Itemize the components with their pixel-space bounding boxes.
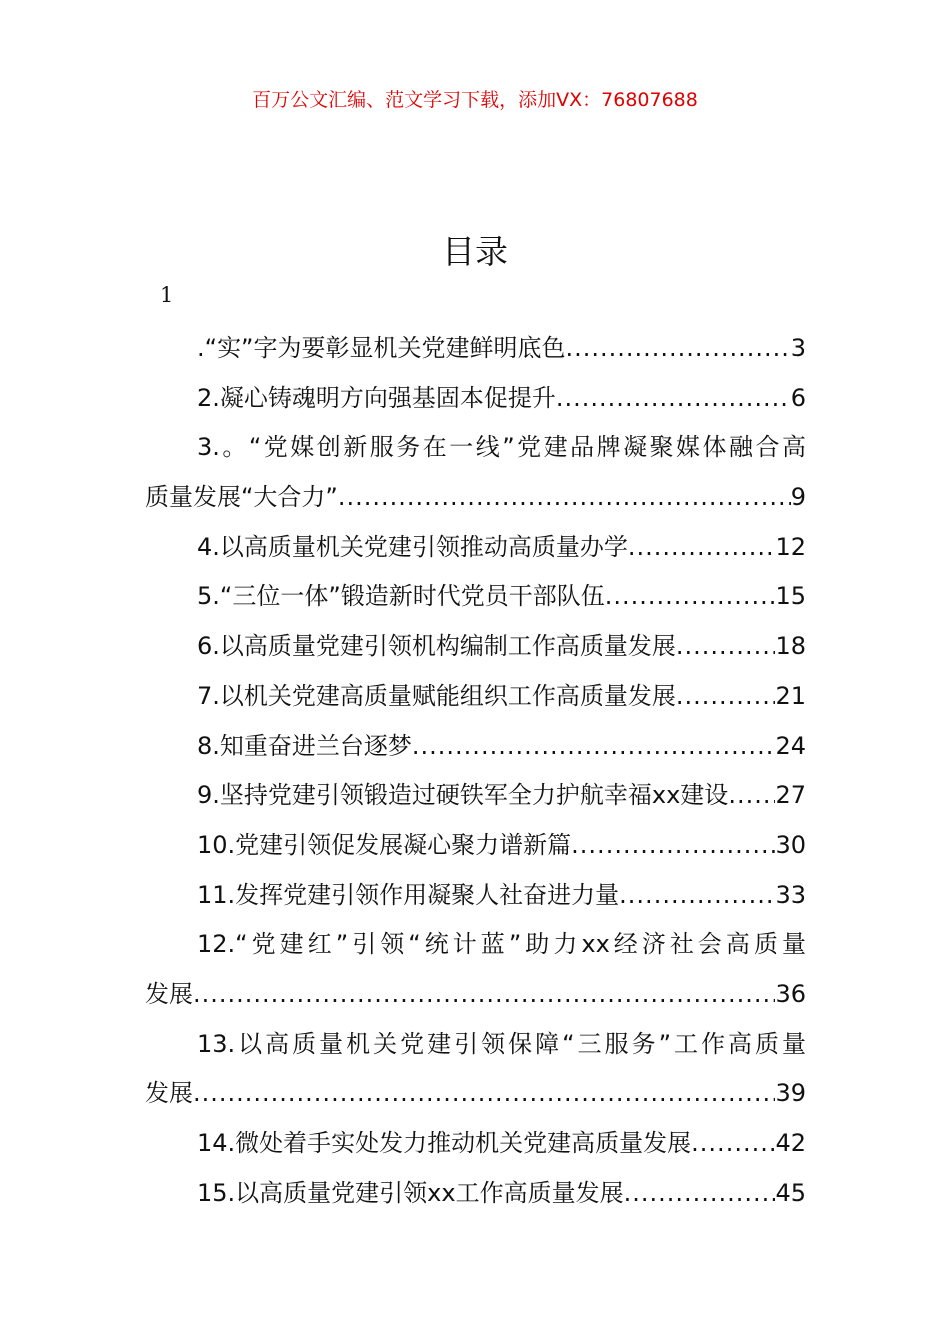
toc-entry[interactable]: [145, 1169, 806, 1219]
toc-entry[interactable]: [145, 324, 806, 374]
toc-entry-page: 6: [790, 383, 806, 412]
toc-entry-title: 14.微处着手实处发力推动机关党建高质量发展: [197, 1129, 692, 1157]
toc-entry-title: 10.党建引领促发展凝心聚力谱新篇: [197, 830, 572, 859]
toc-leader: [605, 572, 776, 622]
toc-entry-page: 30: [775, 830, 806, 859]
page-title: 目录: [442, 232, 508, 271]
toc-entry-page: 24: [775, 731, 806, 760]
toc-entry-title: .“实”字为要彰显机关党建鲜明底色: [197, 334, 566, 362]
toc-entry-page: 12: [775, 532, 806, 561]
toc-entry-line1[interactable]: 12.“党建红”引领“统计蓝”助力xx经济社会高质量: [197, 930, 806, 959]
toc-leader: [556, 374, 791, 424]
toc-entry[interactable]: [145, 771, 806, 821]
toc-entry-page: 33: [775, 880, 806, 909]
toc-entry-title: 9.坚持党建引领锻造过硬铁军全力护航幸福xx建设: [197, 781, 729, 810]
toc-entry-page: 3: [790, 334, 806, 362]
toc-entry-title: 7.以机关党建高质量赋能组织工作高质量发展: [197, 681, 676, 710]
toc-entry-title: 发展: [145, 1079, 193, 1108]
toc-entry-page: 42: [775, 1129, 806, 1157]
toc-entry[interactable]: [145, 821, 806, 871]
toc-entry[interactable]: [145, 374, 806, 424]
toc-entry-page: 39: [775, 1079, 806, 1108]
toc-entry-title: 4.以高质量机关党建引领推动高质量办学: [197, 532, 628, 561]
toc-leader: [412, 722, 776, 772]
table-of-contents: [145, 324, 806, 1218]
toc-entry-page: 27: [775, 781, 806, 810]
toc-entry-title: 11.发挥党建引领作用凝聚人社奋进力量: [197, 880, 620, 909]
toc-entry[interactable]: [145, 473, 806, 523]
toc-leader: [676, 622, 776, 672]
toc-entry[interactable]: [145, 1069, 806, 1119]
toc-entry-title: 8.知重奋进兰台逐梦: [197, 731, 412, 760]
header-note: 百万公文汇编、范文学习下载，添加VX：76807688: [252, 89, 698, 111]
toc-leader: [624, 1169, 776, 1219]
toc-entry-page: 18: [775, 632, 806, 661]
toc-leader: [676, 672, 776, 722]
toc-leader: [338, 473, 791, 523]
toc-leader: [628, 523, 776, 573]
toc-entry-title: 5.“三位一体”锻造新时代党员干部队伍: [197, 582, 605, 611]
toc-entry[interactable]: [145, 672, 806, 722]
toc-leader: [193, 1069, 775, 1119]
toc-entry-title: 15.以高质量党建引领xx工作高质量发展: [197, 1178, 624, 1207]
toc-entry-page: 21: [775, 681, 806, 710]
toc-entry[interactable]: [145, 970, 806, 1020]
toc-entry-title: 质量发展“大合力”: [145, 483, 338, 512]
toc-leader: [193, 970, 775, 1020]
toc-entry[interactable]: [145, 572, 806, 622]
toc-entry[interactable]: [145, 871, 806, 921]
toc-leader: [566, 324, 791, 374]
toc-entry[interactable]: [145, 523, 806, 573]
toc-leader: [691, 1119, 775, 1169]
toc-entry-title: 6.以高质量党建引领机构编制工作高质量发展: [197, 632, 676, 661]
toc-leader: [728, 771, 775, 821]
toc-entry[interactable]: [145, 1119, 806, 1169]
toc-entry-title: 发展: [145, 979, 193, 1008]
stray-number: 1: [160, 283, 174, 307]
toc-entry-page: 9: [790, 483, 806, 512]
toc-entry-title: 2.凝心铸魂明方向强基固本促提升: [197, 383, 556, 412]
toc-entry-line1[interactable]: 3.。“党媒创新服务在一线”党建品牌凝聚媒体融合高: [197, 433, 806, 462]
toc-entry[interactable]: [145, 722, 806, 772]
toc-entry-page: 15: [775, 582, 806, 611]
toc-entry[interactable]: [145, 622, 806, 672]
toc-leader: [571, 821, 775, 871]
toc-entry-line1[interactable]: 13.以高质量机关党建引领保障“三服务”工作高质量: [197, 1029, 806, 1058]
toc-leader: [619, 871, 775, 921]
toc-entry-page: 45: [775, 1178, 806, 1207]
toc-entry-page: 36: [775, 979, 806, 1008]
